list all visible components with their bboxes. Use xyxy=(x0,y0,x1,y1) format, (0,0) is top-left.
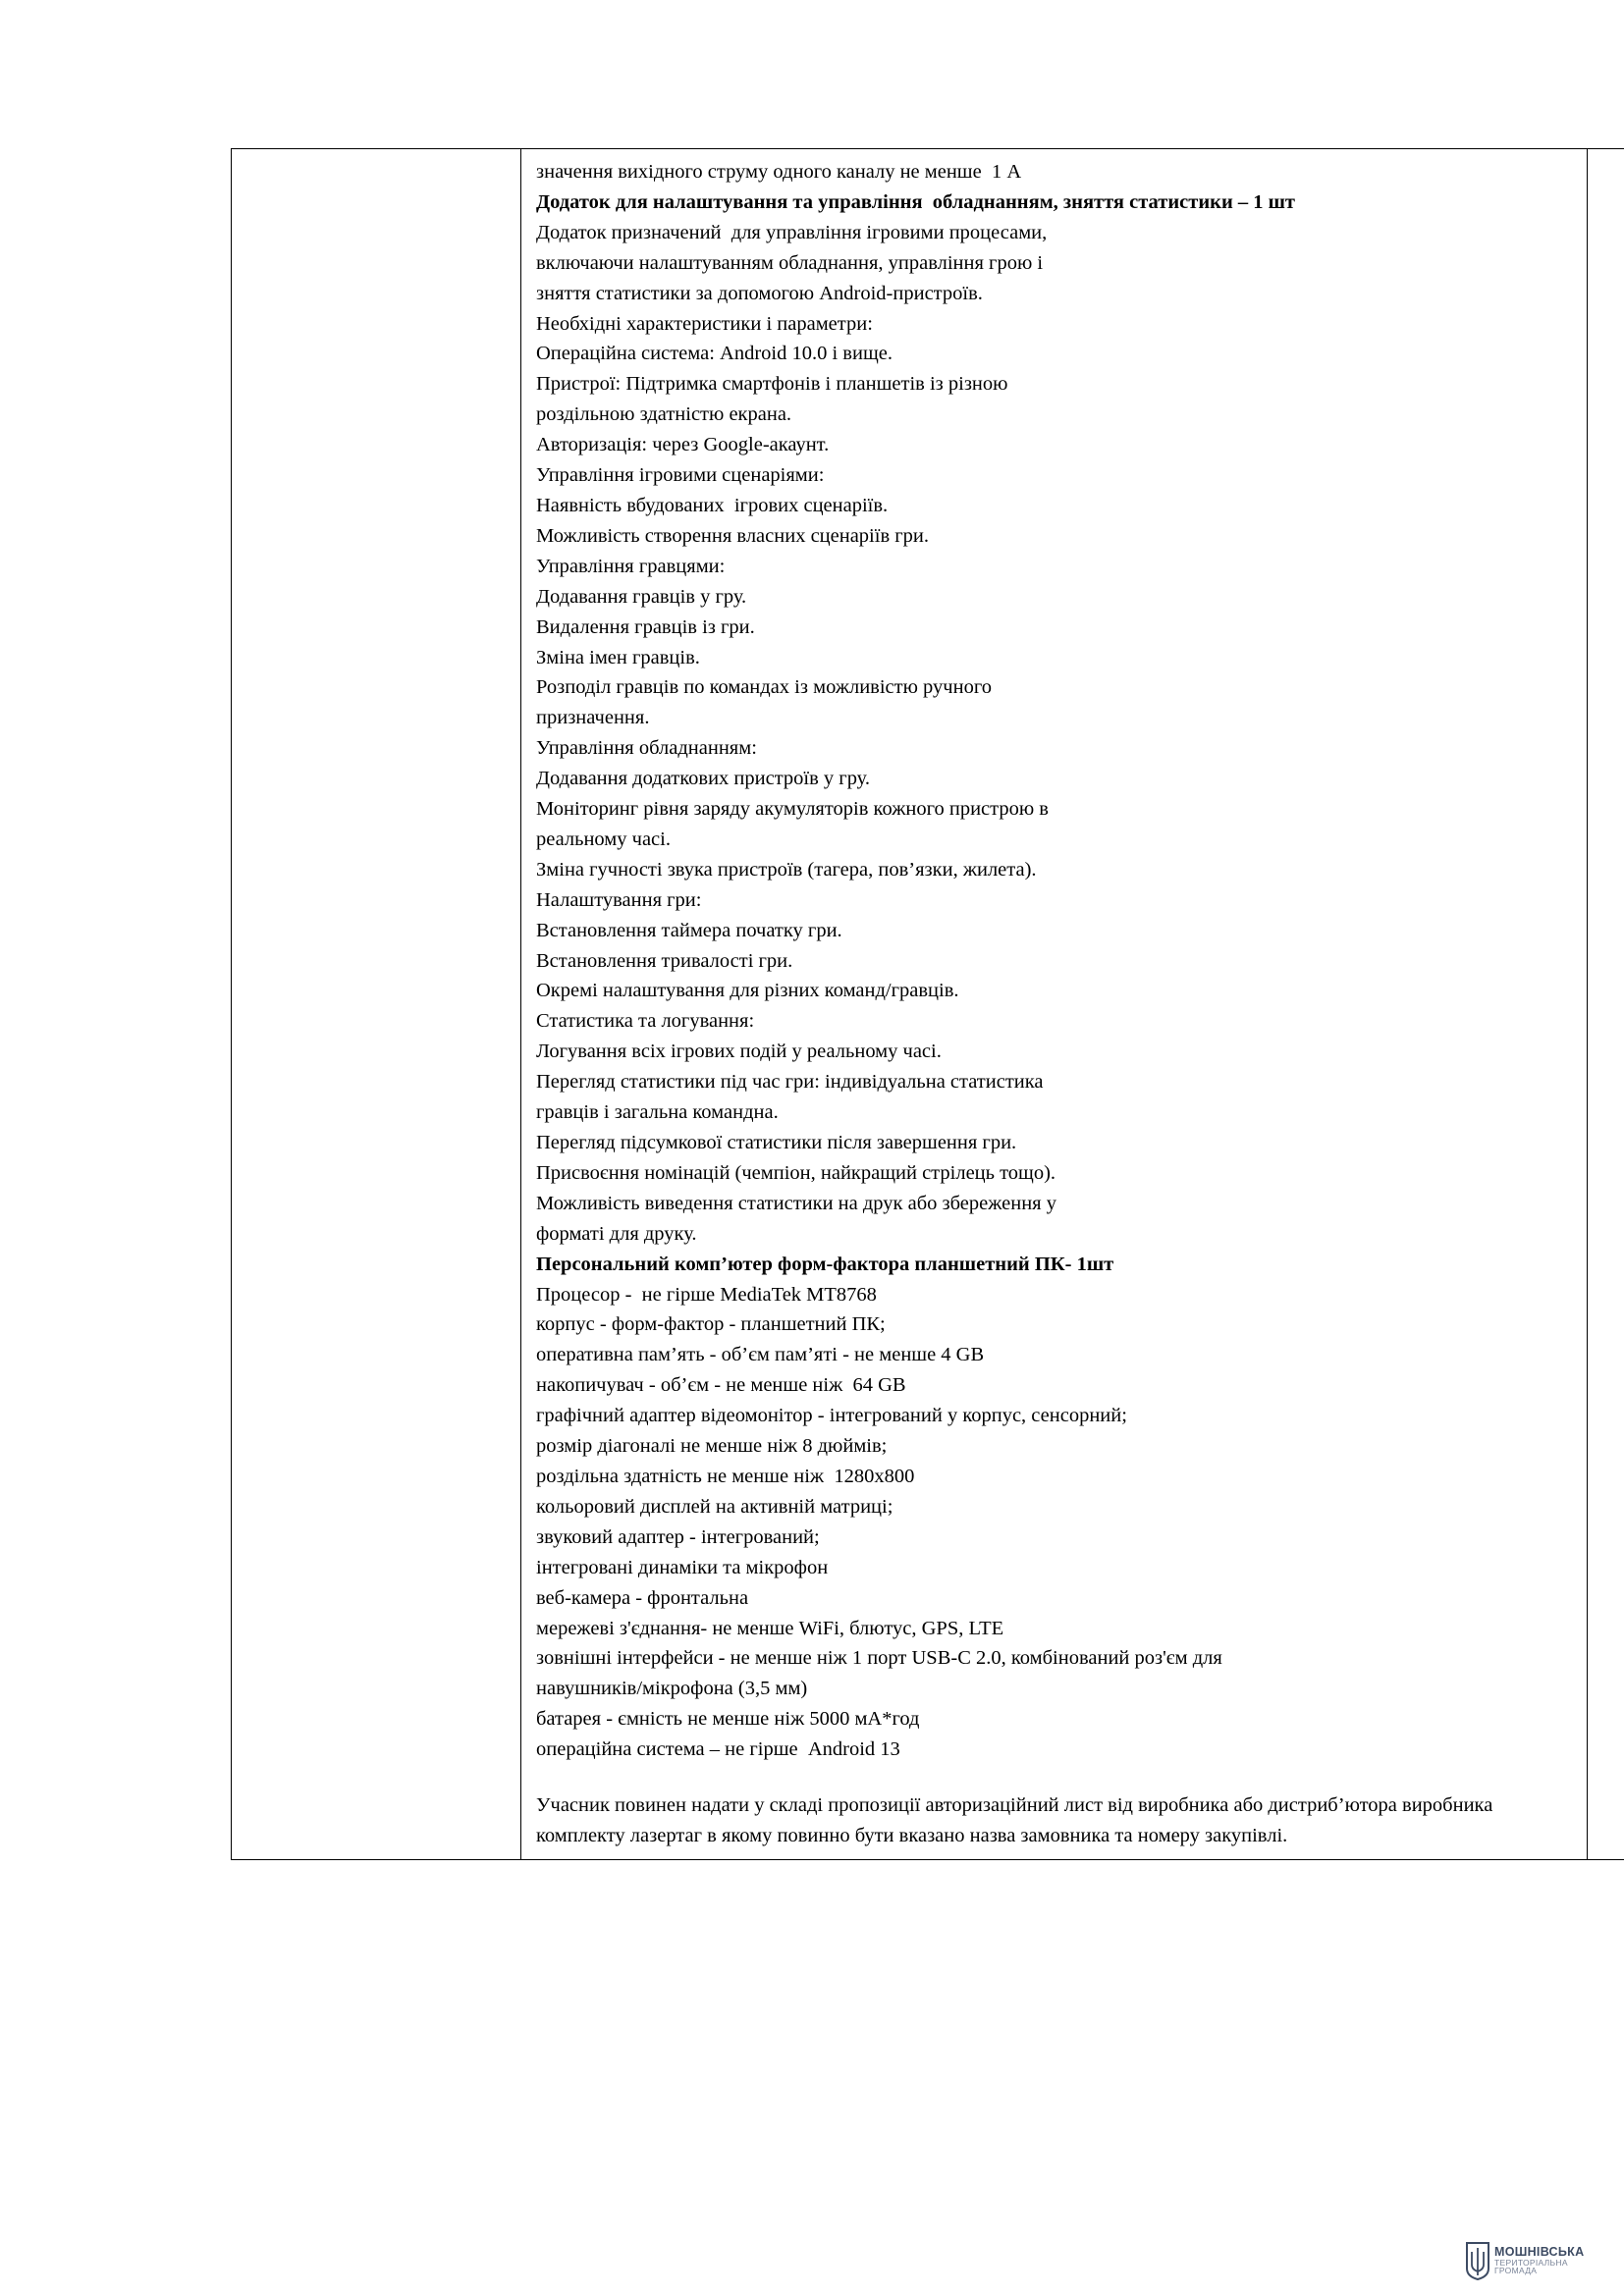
spec-line: звуковий адаптер - інтегрований; xyxy=(536,1525,820,1548)
spec-table xyxy=(231,148,1624,1860)
table-cell-specification xyxy=(521,149,1588,1860)
spec-line: Процесор - не гірше MediaTek MT8768 xyxy=(536,1283,877,1306)
spec-line: гравців і загальна командна. xyxy=(536,1101,779,1124)
table-cell-right xyxy=(1588,149,1624,1860)
spec-line: Можливість виведення статистики на друк або збереження у xyxy=(536,1192,1056,1214)
spec-line: Окремі налаштування для різних команд/гравців. xyxy=(536,980,959,1002)
spec-line: операційна система – не гірше Android 13 xyxy=(536,1738,900,1761)
spec-line: графічний адаптер відеомонітор - інтегрований у корпус, сенсорний; xyxy=(536,1405,1127,1427)
spec-line: Наявність вбудованих ігрових сценаріїв. xyxy=(536,494,889,516)
spec-line: Додаток призначений для управління ігровими процесами, xyxy=(536,221,1048,243)
spec-line: Необхідні характеристики і параметри: xyxy=(536,312,873,335)
spec-line: роздільною здатністю екрана. xyxy=(536,403,792,426)
spec-line: навушників/мікрофона (3,5 мм) xyxy=(536,1678,808,1700)
paragraph-gap xyxy=(536,1765,1575,1790)
spec-heading: Персональний комп’ютер форм-фактора планшетний ПК- 1шт xyxy=(536,1253,1114,1275)
trident-emblem-icon xyxy=(1465,2241,1490,2280)
spec-line: оперативна пам’ять - об’єм пам’яті - не менше 4 GB xyxy=(536,1344,985,1366)
spec-line: роздільна здатність не менше ніж 1280х800 xyxy=(536,1465,915,1487)
spec-line: Управління гравцями: xyxy=(536,555,726,577)
spec-line: батарея - ємність не менше ніж 5000 мА*год xyxy=(536,1708,920,1731)
logo-subtitle-1: ТЕРИТОРІАЛЬНА xyxy=(1494,2257,1568,2268)
spec-line: Пристрої: Підтримка смартфонів і планшетів із різною xyxy=(536,373,1008,396)
spec-line: інтегровані динаміки та мікрофон xyxy=(536,1556,829,1578)
spec-line: Можливість створення власних сценаріїв гри. xyxy=(536,524,930,547)
spec-line: Розподіл гравців по командах із можливістю ручного xyxy=(536,676,992,699)
spec-line: Присвоєння номінацій (чемпіон, найкращий стрілець тощо). xyxy=(536,1161,1056,1184)
spec-line: Видалення гравців із гри. xyxy=(536,615,755,638)
table-row xyxy=(232,149,1624,1860)
spec-line: корпус - форм-фактор - планшетний ПК; xyxy=(536,1313,886,1336)
spec-line: зняття статистики за допомогою Android-пристроїв. xyxy=(536,282,983,304)
spec-line: Зміна гучності звука пристроїв (тагера, пов’язки, жилета). xyxy=(536,858,1037,881)
spec-line: веб-камера - фронтальна xyxy=(536,1586,749,1609)
spec-line: значення вихідного струму одного каналу не менше 1 А xyxy=(536,161,1022,183)
spec-line: Авторизація: через Google-акаунт. xyxy=(536,434,830,456)
spec-line: Налаштування гри: xyxy=(536,888,702,911)
spec-line: накопичувач - об’єм - не менше ніж 64 GB xyxy=(536,1374,906,1397)
spec-line: призначення. xyxy=(536,707,650,729)
spec-line: реальному часі. xyxy=(536,828,671,850)
logo-subtitle-2: ГРОМАДА xyxy=(1494,2266,1538,2276)
spec-line: зовнішні інтерфейси - не менше ніж 1 порт USB-C 2.0, комбінований роз'єм для xyxy=(536,1647,1222,1670)
logo-title: МОШНІВСЬКА xyxy=(1494,2245,1585,2260)
spec-line: Додавання гравців у гру. xyxy=(536,585,747,608)
logo-text xyxy=(1494,2246,1584,2275)
spec-line: Додавання додаткових пристроїв у гру. xyxy=(536,768,871,790)
community-logo xyxy=(1465,2241,1584,2280)
spec-line: Логування всіх ігрових подій у реальному часі. xyxy=(536,1041,942,1063)
table-cell-left xyxy=(232,149,521,1860)
spec-line: Моніторинг рівня заряду акумуляторів кожного пристрою в xyxy=(536,798,1049,821)
spec-line: Операційна система: Android 10.0 і вище. xyxy=(536,343,893,365)
spec-line: розмір діагоналі не менше ніж 8 дюймів; xyxy=(536,1435,888,1458)
spec-line: форматі для друку. xyxy=(536,1222,697,1245)
spec-lines xyxy=(536,157,1575,1765)
spec-line: Управління обладнанням: xyxy=(536,737,757,760)
spec-line: Статистика та логування: xyxy=(536,1010,755,1033)
spec-line: мережеві з'єднання- не менше WiFi, блютус, GPS, LTE xyxy=(536,1617,1004,1639)
spec-line: Перегляд статистики під час гри: індивідуальна статистика xyxy=(536,1071,1044,1094)
spec-heading: Додаток для налаштування та управління обладнанням, зняття статистики – 1 шт xyxy=(536,190,1296,213)
spec-line: Встановлення тривалості гри. xyxy=(536,949,793,972)
spec-line: кольоровий дисплей на активній матриці; xyxy=(536,1495,893,1518)
spec-line: Встановлення таймера початку гри. xyxy=(536,919,842,941)
spec-line: Управління ігровими сценаріями: xyxy=(536,464,825,487)
spec-line: Перегляд підсумкової статистики після завершення гри. xyxy=(536,1132,1017,1153)
spec-line: включаючи налаштуванням обладнання, управління грою і xyxy=(536,251,1044,274)
authorization-notice: Учасник повинен надати у складі пропозиції авторизаційний лист від виробника або дистриб’ютора виробника комплекту лазертаг в якому повинно бути вказано назва замовника та номеру закупівлі. xyxy=(536,1794,1493,1846)
spec-line: Зміна імен гравців. xyxy=(536,646,700,668)
spec-text-block xyxy=(521,149,1587,1859)
